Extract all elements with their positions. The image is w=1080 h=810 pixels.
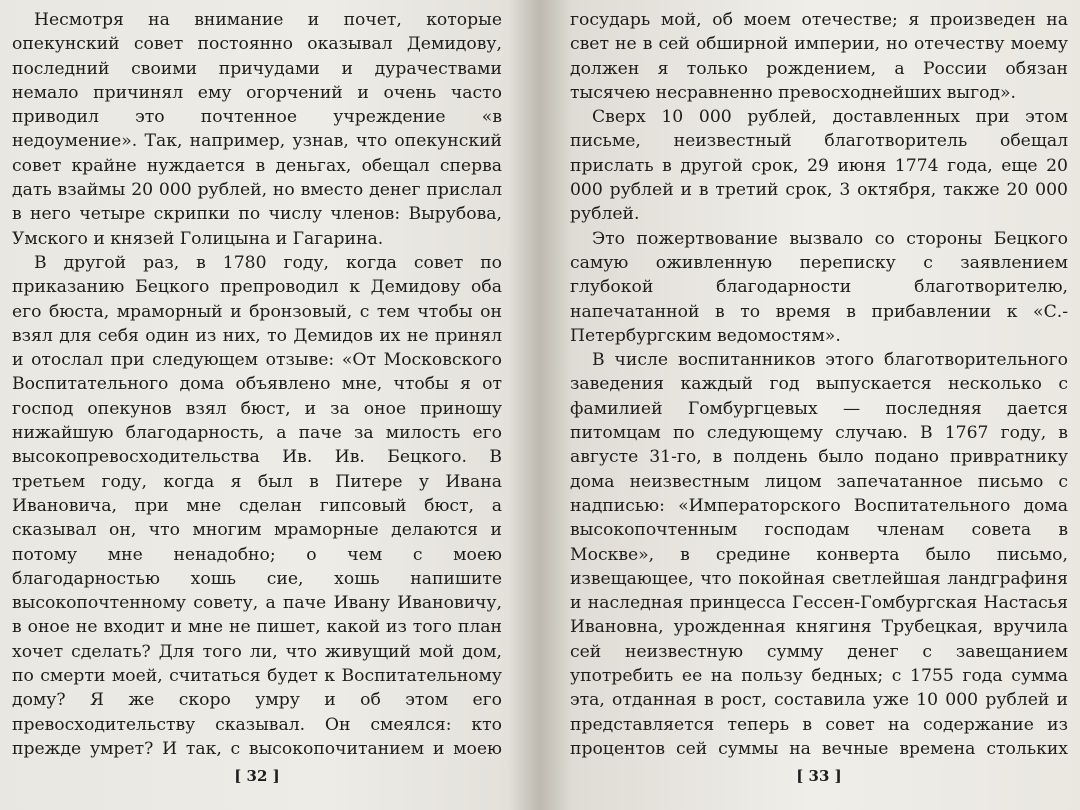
paragraph: Это пожертвование вызвало со стороны Бецкого самую оживленную переписку с заявлением глубокой благодарности благотворителю, напечатанной в то время в прибавлении к «С.-Петербургским ведомостям». <box>570 228 1068 346</box>
right-page <box>570 8 1068 785</box>
paragraph: Несмотря на внимание и почет, которые опекунский совет постоянно оказывал Демидову, последний своими причудами и дурачествами немало причинял ему огорчений и очень часто приводил это почтенное учреждение «в недоумение». Так, например, узнав, что опекунский совет крайне нуждается в деньгах, обещал сперва дать взаймы 20 000 рублей, но вместо денег прислал в него четыре скрипки по числу членов: Вырубова, Умского и князей Голицына и Гагарина. <box>12 10 502 249</box>
left-page <box>12 8 502 785</box>
paragraph-text: В другой раз, в 1780 году, когда совет по приказанию Бецкого препроводил к Демидову оба его бюста, мраморный и бронзовый, с тем чтобы он взял для себя один из них, то Демидов их не принял и отослал при следующем отзыве: «От Московского Воспитательного дома объявлено мне, чтобы я от господ опекунов взял бюст, и за оное приношу нижайшую благодарность, а паче за милость его высокопревосходительства Ив. Ив. Бецкого. В третьем году, когда я был в Питере у Ивана Ивановича, при мне сделан гипсовый бюст, а сказывал он, что многим мраморные делаются и потому мне ненадобно; о чем с моею благодарностью хошь сие, хошь напишите высокопочтенному совету, а паче Ивану Ивановичу, в оное не входит и мне не пишет, какой из того план хочет сделать? Для того ли, что живущий мой дом, по смерти моей, считаться будет к Воспитательному дому? Я же скоро умру и об этом его превосходительству сказывал. Он смеялся: кто прежде умрет? И так, с высокопочитанием и моею <box>12 252 502 759</box>
right-page-body <box>570 8 1068 763</box>
page-number-right: [ 33 ] <box>796 767 842 785</box>
left-page-body <box>12 8 502 763</box>
paragraph: В числе воспитанников этого благотворительного заведения каждый год выпускается несколько с фамилией Гомбургцевых — последняя дается питомцам по следующему случаю. В 1767 году, в августе 31-го, в полдень было подано привратнику дома неизвестным лицом запечатанное письмо с надписью: «Императорского Воспитательного дома высокопочтенным господам членам совета в Москве», в средине конверта было письмо, извещающее, что покойная светлейшая ландграфиня и наследная принцесса Гессен-Гомбургская Настасья Ивановна, урожденная княгиня Трубецкая, вручила сей неизвестную сумму денег с завещанием употребить ее на пользу бедных; с 1755 года сумма эта, отданная в рост, составила уже 10 000 рублей и представляется теперь в совет на содержание из процентов сей суммы на вечные времена стольких <box>570 350 1068 759</box>
paragraph-quote <box>12 251 502 763</box>
paragraph: Сверх 10 000 рублей, доставленных при этом письме, неизвестный благотворитель обещал прислать в другой срок, 29 июня 1774 года, еще 20 000 рублей и в третий срок, 3 октября, также 20 000 рублей. <box>570 107 1068 225</box>
page-number-left: [ 32 ] <box>234 767 280 785</box>
paragraph: государь мой, об моем отечестве; я произведен на свет не в сей обширной империи, но отечеству моему должен я только рождением, а России обязан тысячею несравненно превосходнейших выгод». <box>570 10 1068 103</box>
